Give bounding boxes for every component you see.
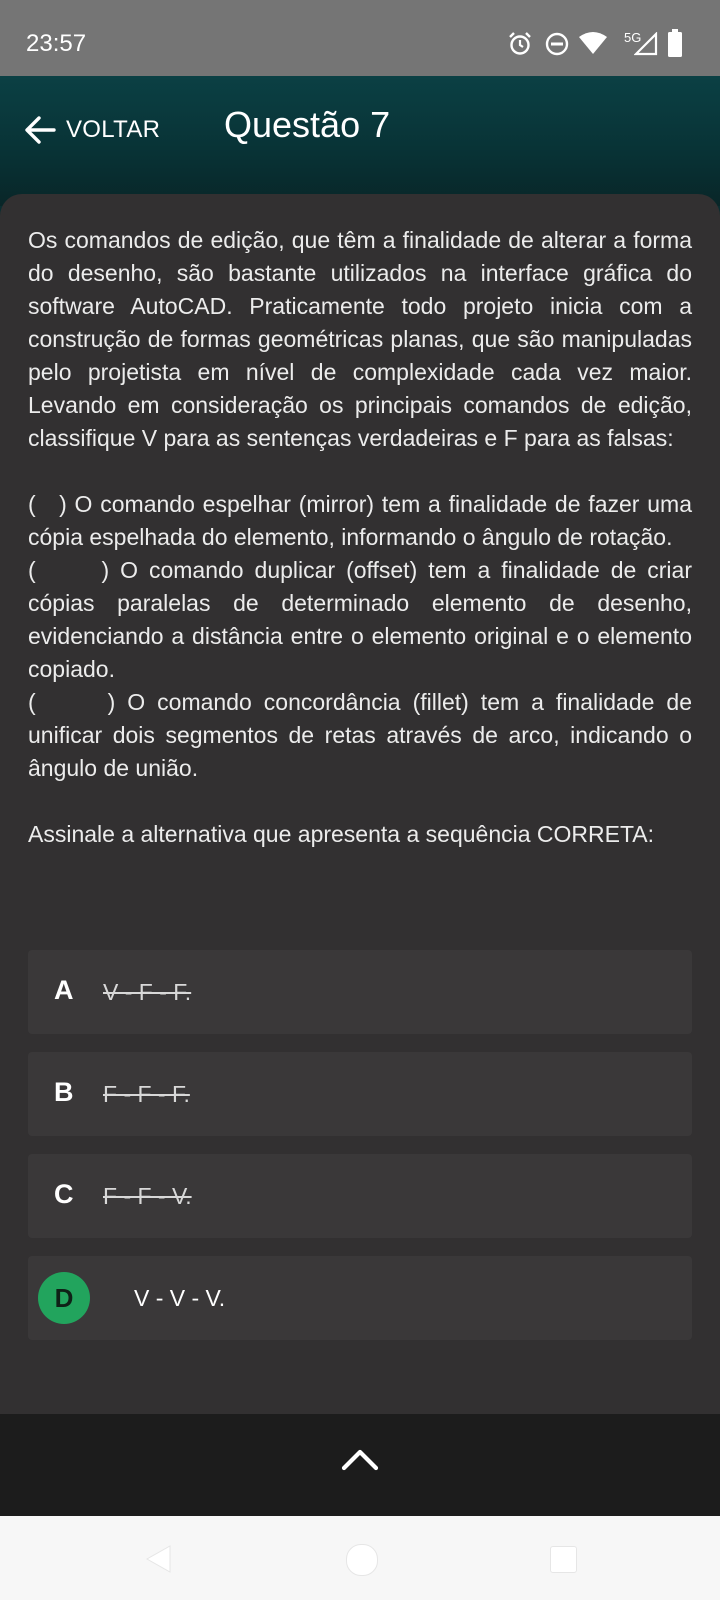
do-not-disturb-icon <box>544 31 570 57</box>
wifi-icon <box>578 31 608 55</box>
nav-home-icon[interactable] <box>346 1544 378 1576</box>
option-letter: A <box>54 975 74 1005</box>
chevron-up-icon[interactable] <box>340 1446 380 1472</box>
nav-back-icon[interactable] <box>144 1544 174 1574</box>
back-label: VOLTAR <box>66 116 161 143</box>
statement-item-2: ( ) O comando duplicar (offset) tem a finalidade de criar cópias paralelas de determinado elemento de desenho, evidenciando a distância entre o elemento original e o elemento copiado. <box>28 557 699 682</box>
signal-icon <box>634 32 658 56</box>
battery-icon <box>667 29 683 57</box>
option-letter: B <box>54 1077 74 1107</box>
question-statement: Os comandos de edição, que têm a finalidade de alterar a forma do desenho, são bastante utilizados na interface gráfica do software AutoCAD. Praticamente todo projeto inicia com a construção de formas geométricas planas, que são manipuladas pelo projetista em nível de complexidade cada vez maior. Levando em consideração os principais comandos de edição, classifique V para as sentenças verdadeiras e F para as falsas: <box>28 227 692 451</box>
option-d[interactable] <box>28 1256 692 1340</box>
statement-item-3: ( ) O comando concordância (fillet) tem a finalidade de unificar dois segmentos de retas através de arco, indicando o ângulo de união. <box>28 689 699 781</box>
back-button[interactable] <box>24 110 160 150</box>
page-title: Questão 7 <box>224 104 391 145</box>
network-label: 5G <box>624 30 642 45</box>
app-header <box>0 76 720 206</box>
question-prompt: Assinale a alternativa que apresenta a sequência CORRETA: <box>28 821 655 847</box>
statement-item-1: ( ) O comando espelhar (mirror) tem a finalidade de fazer uma cópia espelhada do elemento, informando o ângulo de rotação. <box>28 491 699 550</box>
option-c[interactable] <box>28 1154 692 1238</box>
nav-recents-icon[interactable] <box>550 1546 577 1573</box>
answer-options <box>28 950 692 1358</box>
bottom-bar <box>0 1414 720 1516</box>
correct-answer-badge: D <box>38 1272 90 1324</box>
question-card <box>0 194 720 1414</box>
option-a[interactable] <box>28 950 692 1034</box>
option-letter: C <box>54 1179 74 1209</box>
option-text: V - F - F. <box>103 979 192 1005</box>
arrow-left-icon <box>24 115 56 145</box>
option-text: F - F - V. <box>103 1183 192 1209</box>
option-b[interactable] <box>28 1052 692 1136</box>
status-bar <box>0 0 720 76</box>
question-text <box>28 224 699 851</box>
system-navigation-bar <box>0 1516 720 1600</box>
status-time: 23:57 <box>26 30 87 57</box>
option-text: V - V - V. <box>134 1285 226 1311</box>
option-text: F - F - F. <box>103 1081 190 1107</box>
alarm-icon <box>507 31 533 57</box>
